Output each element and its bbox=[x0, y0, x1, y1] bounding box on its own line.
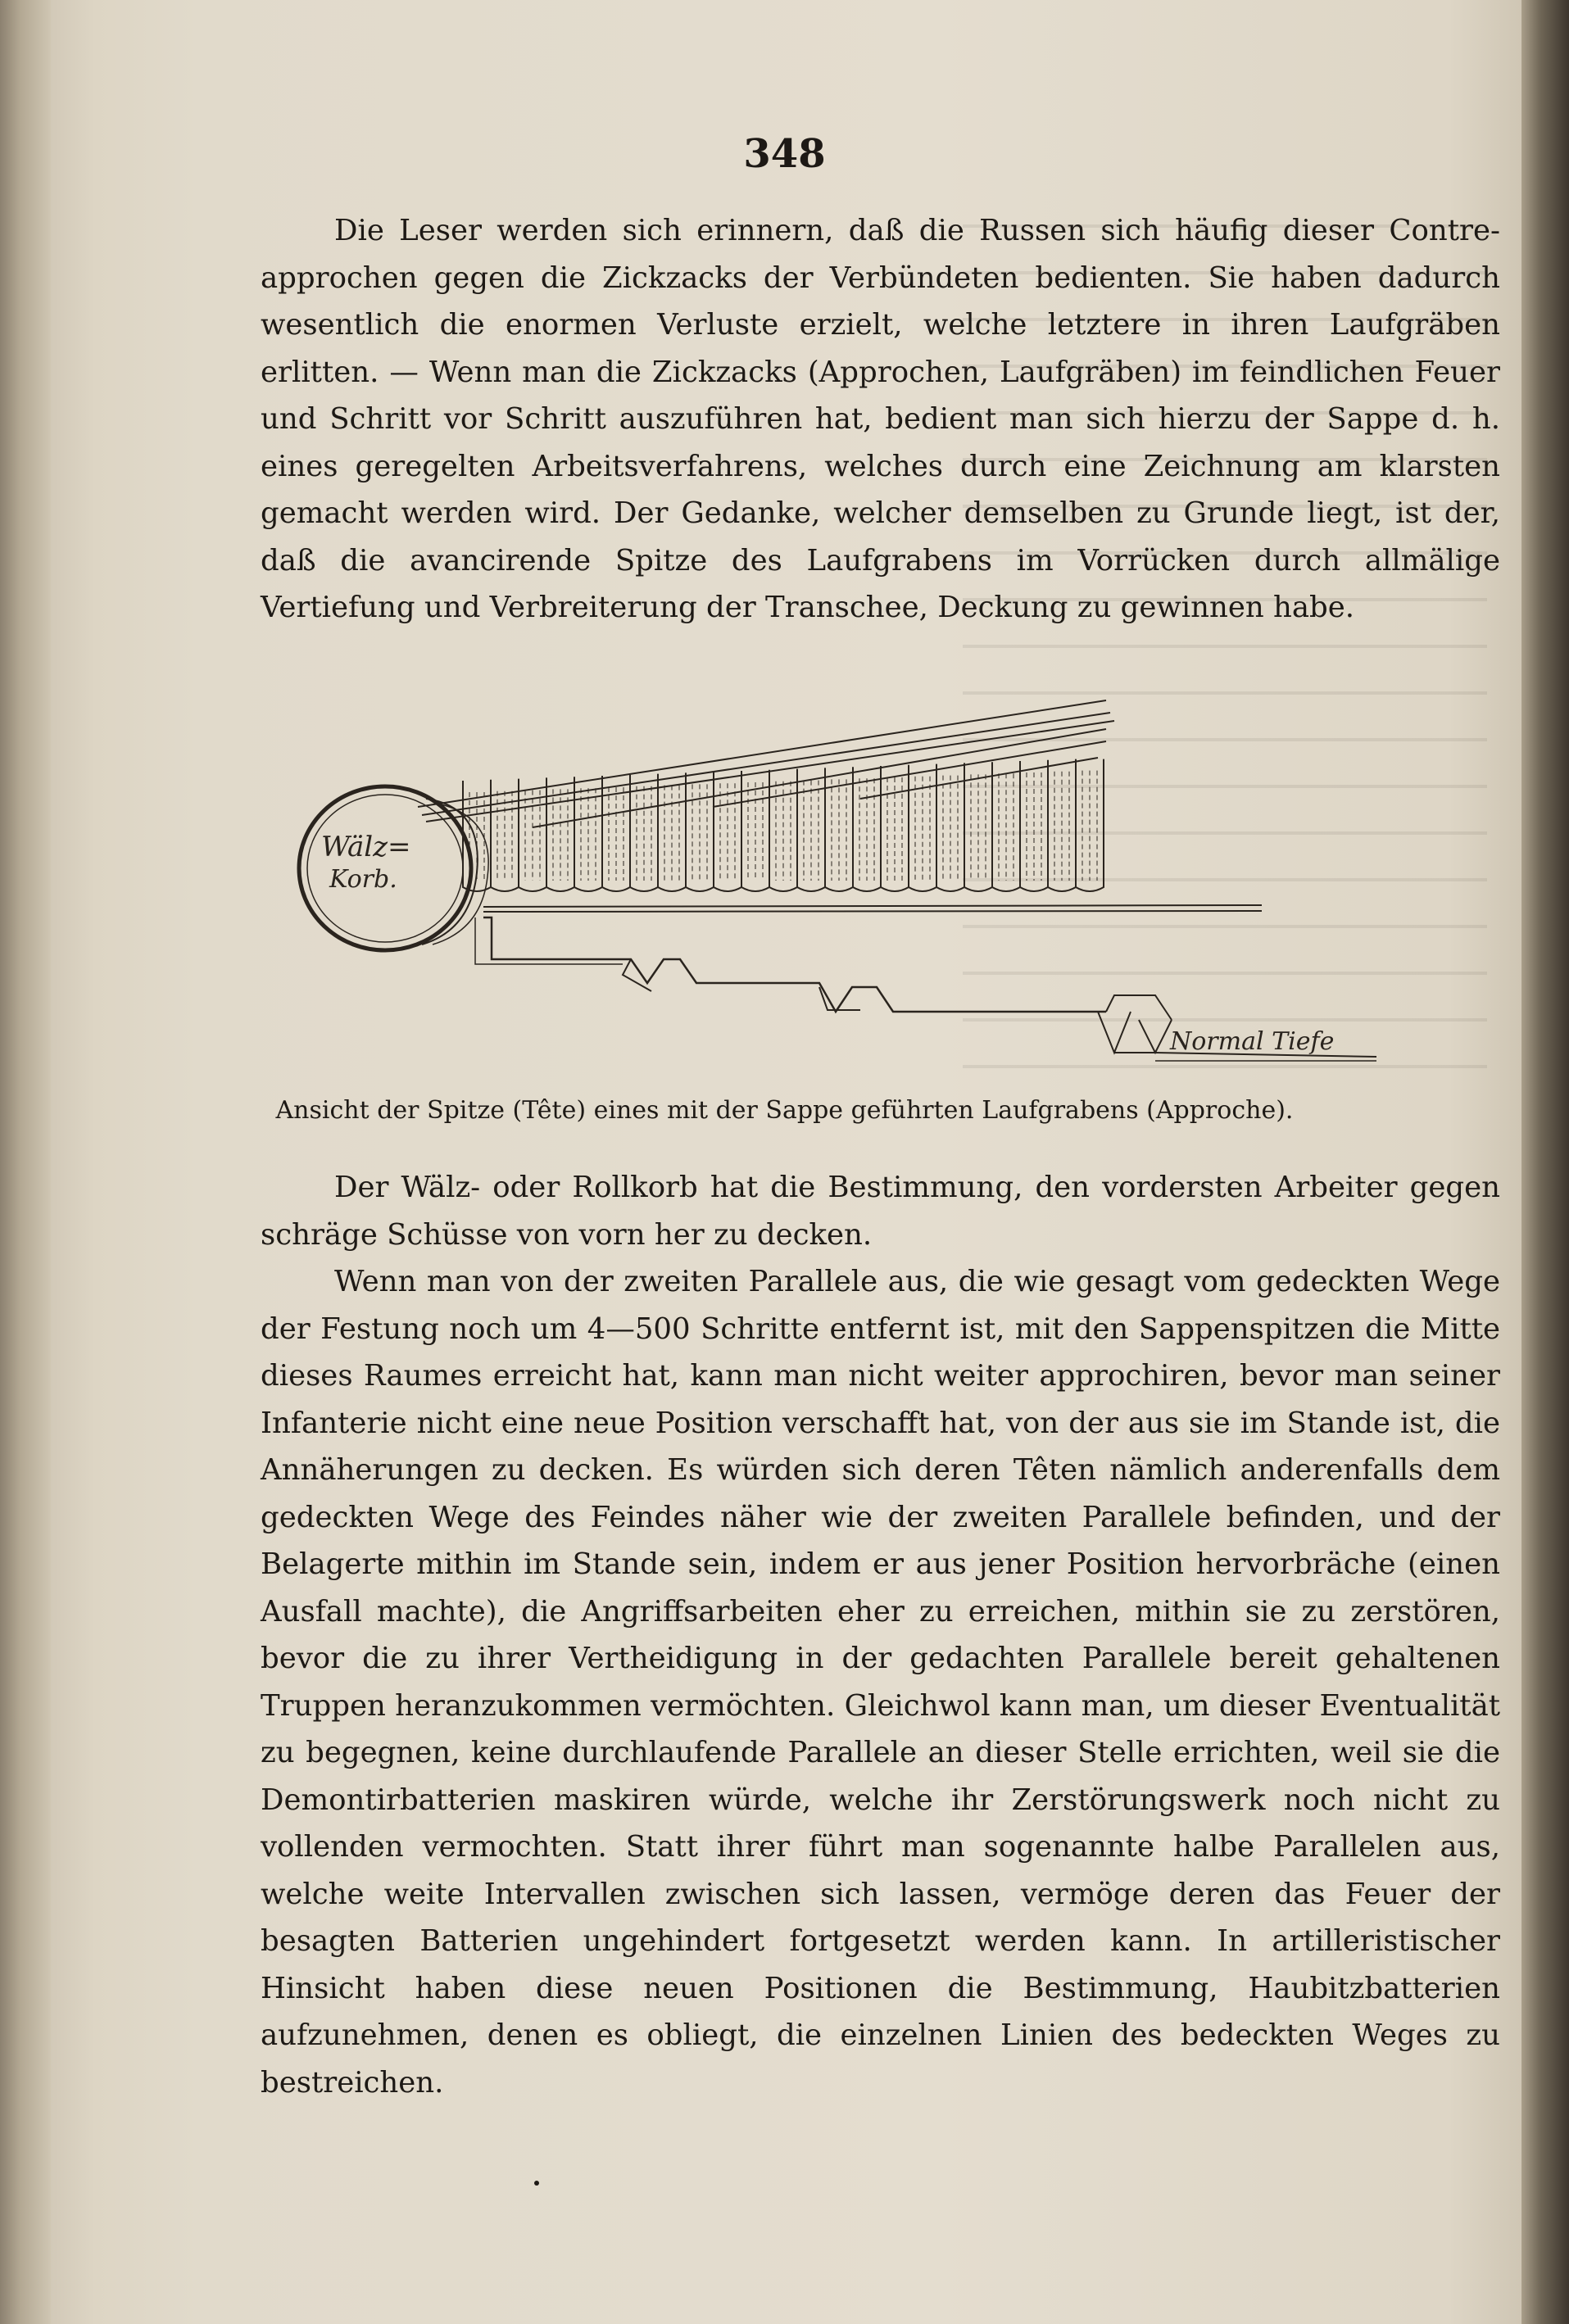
label-korb: Korb. bbox=[329, 865, 397, 894]
rolling-basket bbox=[299, 786, 488, 950]
page-right-edge bbox=[1521, 0, 1569, 2324]
paragraph-3-text: Wenn man von der zweiten Parallele aus, die wie gesagt vom gedeckten Wege der Festung noch um 4—500 Schritte entfernt ist, mit den Sappenspitzen die Mitte dieses Raumes erreicht hat, kann man nicht weiter approchiren, bevor man seiner Infanterie nicht eine neue Position verschafft hat, von der aus sie im Stande ist, die Annäherungen zu decken. Es würden sich deren Têten nämlich anderenfalls dem gedeckten Wege des Feindes näher wie der zweiten Parallele befinden, und der Belagerte mithin im Stande sein, indem er aus jener Position hervorbräche (einen Ausfall machte), die Angriffsarbeiten eher zu erreichen, mithin sie zu zerstören, bevor die zu ihrer Vertheidigung in der gedachten Parallele bereit gehaltenen Truppen heranzukommen vermöchten. Gleichwol kann man, um dieser Eventualität zu begegnen, keine durchlaufende Parallele an dieser Stelle errichten, weil sie die Demontirbatterien maskiren würde, welche ihr Zerstörungswerk noch nicht zu vollenden vermochten. Statt ihrer führt man sogenannte halbe Parallelen aus, welche weite Intervallen zwischen sich lassen, vermöge deren das Feuer der besagten Batterien ungehindert fortgesetzt werden kann. In artilleristischer Hinsicht haben diese neuen Positionen die Bestimmung, Haubitzbatterien aufzunehmen, denen es obliegt, die einzelnen Linien des bedeckten Weges zu bestreichen. bbox=[261, 1265, 1500, 2100]
sap-trench-illustration bbox=[287, 684, 1385, 1085]
figure-caption: Ansicht der Spitze (Tête) eines mit der Sappe geführten Laufgrabens (Approche). bbox=[275, 1096, 1294, 1125]
gabion bbox=[658, 774, 686, 891]
gabion bbox=[630, 775, 658, 891]
gabion bbox=[714, 772, 741, 891]
gabion bbox=[686, 772, 714, 891]
page-number: 348 bbox=[743, 131, 826, 177]
page-left-edge bbox=[0, 0, 51, 2324]
gabion-row bbox=[463, 759, 1104, 891]
paragraph-2 bbox=[261, 1164, 1500, 1258]
trench-perspective-lines bbox=[418, 700, 1114, 827]
label-normal-tiefe: Normal Tiefe bbox=[1170, 1027, 1335, 1056]
paragraph-1-text: Die Leser werden sich erinnern, daß die Russen sich häufig dieser Contre-approchen gegen die Zickzacks der Verbündeten bedienten. Sie haben dadurch wesentlich die enormen Verluste erzielt, welche letztere in ihren Laufgräben erlitten. — Wenn man die Zickzacks (Approchen, Laufgräben) im feindlichen Feuer und Schritt vor Schritt auszuführen hat, bedient man sich hierzu der Sappe d. h. eines geregelten Arbeitsverfahrens, welches durch eine Zeichnung am klarsten gemacht werden wird. Der Gedanke, welcher demselben zu Grunde liegt, ist der, daß die avancirende Spitze des Laufgrabens im Vorrücken durch allmälige Vertiefung und Verbreiterung der Transchee, Deckung zu gewinnen habe. bbox=[261, 214, 1500, 624]
sap-trench-figure bbox=[287, 684, 1385, 1085]
paragraph-3 bbox=[261, 1258, 1500, 2106]
paragraph-2-text: Der Wälz- oder Rollkorb hat die Bestimmung, den vordersten Arbeiter gegen schräge Schüsse von vorn her zu decken. bbox=[261, 1171, 1500, 1252]
label-walz: Wälz= bbox=[321, 831, 411, 863]
ink-mark bbox=[534, 2181, 539, 2186]
paragraph-1 bbox=[261, 207, 1500, 632]
